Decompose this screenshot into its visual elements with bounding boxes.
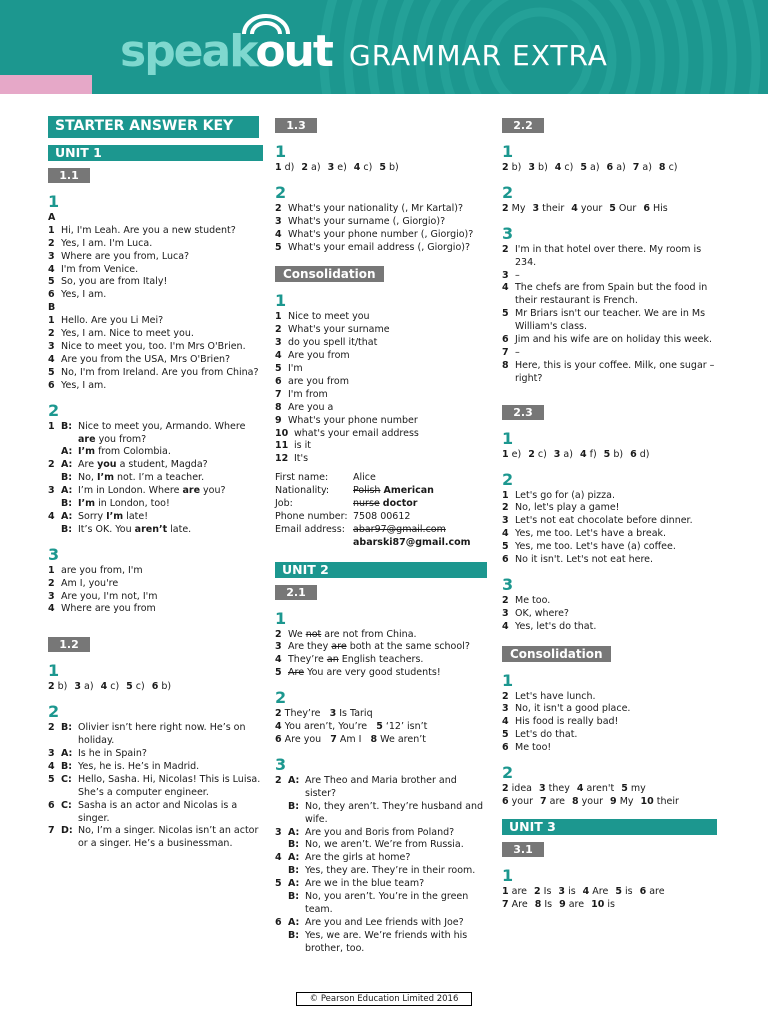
answer-item: 1 Hello. Are you Li Mei? [48, 315, 164, 327]
answer-item: 10 what's your email address [275, 427, 419, 439]
answer-value: their [653, 796, 679, 807]
exercise-number: 1 [275, 291, 287, 311]
answer-line [502, 162, 717, 175]
exercise-number: 1 [48, 191, 60, 211]
answer-item: 2 Am I, you're [48, 577, 119, 589]
answer-number: 5 [379, 161, 386, 173]
answer-number: 1 [275, 161, 282, 173]
exercise-number: 3 [502, 223, 514, 243]
answer-item: 2 What's your surname [275, 324, 390, 336]
answer-item: 4 Yes, me too. Let's have a break. [502, 528, 667, 540]
exercise-number: 2 [48, 702, 60, 722]
answer-list [48, 315, 263, 392]
answer-item: 3 What's your surname (, Giorgio)? [275, 215, 446, 227]
answer-item: 5 Let's do that. [502, 729, 578, 741]
answer-value: their [539, 202, 565, 214]
answer-line [502, 899, 717, 912]
answer-number: 4 [582, 885, 590, 897]
answer-item: 7 I'm from [275, 388, 328, 400]
answer-number: 8 [534, 898, 542, 910]
lesson-3-1-label: 3.1 [502, 842, 544, 857]
answer-item: 3 Nice to meet you, too. I'm Mrs O'Brien. [48, 340, 246, 352]
dialogue-list: 1 B: Nice to meet you, Armando. Where are you from? A: I’m from Colombia. 2 A: Are you a student, Magda? B: No, I’m not. I’m a teacher. 3 A: I’m in London. Where are you? B: I’m in London, too! 4 A: Sorry I’m late! B: It’s OK. You aren’t late. [48, 420, 246, 535]
answer-item: 1 Hi, I'm Leah. Are you a new student? [48, 224, 236, 236]
answer-value: b) [158, 681, 172, 693]
exercise-number: 2 [275, 688, 287, 708]
answer-value: e) [334, 161, 347, 173]
answer-value: Are [508, 898, 528, 910]
page-header [0, 0, 768, 94]
exercise-number: 2 [275, 182, 287, 202]
answer-number: 6 [502, 796, 509, 807]
answer-number: 8 [572, 796, 579, 807]
answer-item: 6 Yes, I am. [48, 379, 107, 391]
answer-item: 2 Yes, I am. I'm Luca. [48, 237, 153, 249]
answer-item: 2 What's your nationality (, Mr Kartal)? [275, 202, 464, 214]
answer-item: 8 Are you a [275, 401, 334, 413]
answer-value: Is [540, 885, 552, 897]
answer-line [502, 783, 717, 796]
answer-number: 3 [553, 448, 561, 460]
exercise-number: 1 [502, 670, 514, 690]
consolidation-heading: Consolidation [502, 646, 611, 662]
exercise-number: 2 [502, 182, 514, 202]
answer-value: your [577, 202, 603, 214]
answer-number: 6 [606, 161, 614, 173]
answer-line [275, 162, 487, 175]
answer-item: 6 No it isn't. Let's not eat here. [502, 554, 654, 566]
answer-value: aren't [583, 783, 615, 795]
answer-number: 5 [609, 202, 616, 214]
answer-value: my [627, 783, 646, 795]
answer-number: 7 [502, 898, 509, 910]
answer-value: your [578, 796, 604, 807]
answer-value: is [565, 885, 576, 897]
exercise-number: 1 [48, 661, 60, 681]
answer-value: are [565, 898, 585, 910]
part-label: A [48, 211, 56, 223]
answer-number: 2 [534, 885, 541, 897]
answer-item: 1 are you from, I'm [48, 564, 143, 576]
answer-value: Is [541, 898, 553, 910]
answer-item: 4 Yes, let's do that. [502, 620, 597, 632]
answer-item: 5 I'm [275, 362, 303, 374]
column-3 [502, 116, 717, 912]
answer-number: 8 [658, 161, 666, 173]
answer-number: 6 [630, 448, 637, 460]
unit-1-heading: UNIT 1 [48, 145, 263, 161]
answer-list [275, 203, 487, 255]
answer-item: 2 Yes, I am. Nice to meet you. [48, 328, 194, 340]
answer-item: 6 Jim and his wife are on holiday this week. [502, 334, 713, 346]
answer-value: f) [586, 448, 597, 460]
answer-number: 3 [558, 885, 566, 897]
answer-item: 5 Yes, me too. Let's have (a) coffee. [502, 541, 676, 553]
answer-value: c) [107, 681, 120, 693]
answer-value: d) [281, 161, 295, 173]
answer-item: 8 Here, this is your coffee. Milk, one sugar – right? [502, 359, 715, 384]
exercise-number: 1 [275, 608, 287, 628]
answer-number: 3 [538, 783, 546, 795]
answer-number: 7 [540, 796, 547, 807]
answer-item: 3 do you spell it/that [275, 337, 378, 349]
answer-value: is [604, 898, 615, 910]
answer-value: are [546, 796, 566, 807]
answer-number: 9 [610, 796, 617, 807]
answer-value: Our [615, 202, 637, 214]
answer-value: My [508, 202, 526, 214]
answer-item: 4 Are you from [275, 350, 350, 362]
answer-value: they [545, 783, 570, 795]
answer-list [48, 225, 263, 302]
answer-value: a) [613, 161, 626, 173]
column-1 [48, 116, 263, 851]
pink-accent-bar [0, 75, 92, 94]
answer-item: 5 Mr Briars isn't our teacher. We are in Ms William's class. [502, 308, 706, 333]
answer-number: 5 [126, 681, 133, 693]
answer-line [502, 886, 717, 899]
answer-list [275, 311, 487, 466]
answer-item: 9 What's your phone number [275, 414, 418, 426]
answer-item: 6 Me too! [502, 742, 552, 754]
answer-item: 2 I'm in that hotel over there. My room is 234. [502, 243, 702, 268]
exercise-number: 2 [502, 469, 514, 489]
answer-number: 4 [579, 448, 587, 460]
form-answer: First name: Alice Nationality: Polish American Job: nurse doctor Phone number: 7508 00612 Email address: abar97@gmail.com abarski87@gmail.com [275, 472, 471, 548]
answer-number: 3 [74, 681, 82, 693]
answer-value: idea [508, 783, 532, 795]
copyright-footer: © Pearson Education Limited 2016 [296, 992, 472, 1006]
exercise-number: 2 [48, 400, 60, 420]
answer-item: 3 Where are you from, Luca? [48, 250, 190, 262]
answer-list [48, 565, 263, 617]
answer-number: 3 [528, 161, 536, 173]
answer-value: e) [508, 448, 522, 460]
answer-number: 2 [48, 681, 55, 693]
column-2 [275, 116, 487, 956]
answer-item: 4 I'm from Venice. [48, 263, 139, 275]
answer-number: 2 [502, 202, 509, 214]
answer-item: 4 Where are you from [48, 603, 156, 615]
answer-number: 5 [621, 783, 628, 795]
answer-line [502, 449, 717, 462]
answer-value: a) [586, 161, 600, 173]
starter-answer-key-heading: STARTER ANSWER KEY [48, 116, 259, 138]
answer-item: 4 What's your phone number (, Giorgio)? [275, 228, 474, 240]
answer-value: is [621, 885, 633, 897]
answer-value: your [508, 796, 534, 807]
answer-value: b) [54, 681, 68, 693]
answer-line [502, 796, 717, 809]
answer-item: 6 Yes, I am. [48, 289, 107, 301]
answer-item: 5 What's your email address (, Giorgio)? [275, 241, 471, 253]
answer-number: 5 [603, 448, 611, 460]
answer-number: 9 [559, 898, 566, 910]
answer-number: 2 [502, 161, 509, 173]
answer-value: a) [308, 161, 321, 173]
answer-number: 6 [151, 681, 159, 693]
answer-item: 1 Nice to meet you [275, 311, 370, 323]
answer-number: 4 [576, 783, 584, 795]
answer-list [502, 244, 717, 386]
answer-item: 2 Let's have lunch. [502, 690, 596, 702]
answer-item: 3 Are you, I'm not, I'm [48, 590, 158, 602]
answer-item: 2 Me too. [502, 594, 551, 606]
answer-number: 7 [632, 161, 640, 173]
answer-number: 5 [615, 885, 622, 897]
answer-value: c) [534, 448, 547, 460]
answer-value: c) [132, 681, 145, 693]
answer-value: b) [508, 161, 522, 173]
answer-number: 6 [643, 202, 650, 214]
exercise-number: 1 [502, 428, 514, 448]
answer-value: b) [535, 161, 548, 173]
answer-value: b) [385, 161, 399, 173]
answer-value: My [616, 796, 634, 807]
answer-item: 11 is it [275, 440, 311, 452]
exercise-number: 1 [502, 865, 514, 885]
answer-item: 5 So, you are from Italy! [48, 276, 168, 288]
answer-list [502, 595, 717, 634]
answer-item: 12 It's [275, 453, 309, 465]
answer-number: 2 [301, 161, 309, 173]
answer-value: a) [639, 161, 652, 173]
answer-line [502, 203, 717, 216]
exercise-number: 1 [275, 141, 287, 161]
exercise-number: 3 [275, 754, 287, 774]
answer-list [502, 691, 717, 756]
exercise-number: 3 [48, 544, 60, 564]
lesson-2-3-label: 2.3 [502, 405, 544, 420]
answer-number: 4 [571, 202, 578, 214]
answer-value: b) [610, 448, 624, 460]
answer-line: 2 They’re 3 Is Tariq 4 You aren’t, You’re 5 ‘12’ isn’t 6 Are you 7 Am I 8 We aren’t [275, 708, 428, 745]
unit-3-heading: UNIT 3 [502, 819, 717, 835]
answer-number: 1 [502, 885, 509, 897]
lesson-2-2-label: 2.2 [502, 118, 544, 133]
answer-item: 6 are you from [275, 375, 349, 387]
answer-item: 7 – [502, 346, 520, 358]
answer-value: a) [560, 448, 573, 460]
answer-item: 3 – [502, 269, 520, 281]
answer-value: c) [360, 161, 373, 173]
dialogue-list: 2 A: Are Theo and Maria brother and sister? B: No, they aren’t. They’re husband and wife. 3 A: Are you and Boris from Poland? B: No, we aren’t. We’re from Russia. 4 A: Are the girls at home? B: Yes, they are. They’re in their room. 5 A: Are we in the blue team? B: No, you aren’t. You’re in the green team. 6 A: Are you and Lee friends with Joe? B: Yes, we are. We’re friends with his brother, too. [275, 774, 484, 954]
answer-number: 4 [554, 161, 562, 173]
speakout-logo: speakout [120, 26, 332, 77]
answer-value: Are [589, 885, 609, 897]
exercise-number: 2 [502, 763, 514, 783]
exercise-number: 1 [502, 141, 514, 161]
answer-item: 3 No, it isn't a good place. [502, 703, 631, 715]
answer-value: His [649, 202, 668, 214]
part-label: B [48, 302, 56, 314]
answer-item: 2 No, let's play a game! [502, 502, 620, 514]
answer-item: 3 OK, where? [502, 607, 569, 619]
answer-item: 4 The chefs are from Spain but the food in their restaurant is French. [502, 282, 708, 307]
answer-number: 10 [591, 898, 605, 910]
grammar-extra-title: GRAMMAR EXTRA [349, 39, 608, 72]
exercise-number: 3 [502, 574, 514, 594]
unit-2-heading: UNIT 2 [275, 562, 487, 578]
answer-number: 3 [532, 202, 540, 214]
lesson-2-1-label: 2.1 [275, 585, 317, 600]
answer-number: 4 [353, 161, 361, 173]
lesson-1-2-label: 1.2 [48, 637, 90, 652]
answer-item: 1 Let's go for (a) pizza. [502, 489, 615, 501]
answer-number: 1 [502, 448, 509, 460]
consolidation-heading: Consolidation [275, 266, 384, 282]
answer-line [48, 681, 263, 694]
lesson-1-1-label: 1.1 [48, 168, 90, 183]
answer-number: 3 [327, 161, 335, 173]
answer-number: 2 [502, 783, 509, 795]
answer-value: are [646, 885, 665, 897]
answer-number: 5 [580, 161, 587, 173]
answer-item: 4 Are you from the USA, Mrs O'Brien? [48, 353, 231, 365]
answer-value: c) [561, 161, 574, 173]
answer-list [502, 490, 717, 567]
answer-value: c) [665, 161, 678, 173]
answer-number: 2 [528, 448, 535, 460]
answer-list: 2 We not are not from China. 3 Are they are both at the same school? 4 They’re an English teachers. 5 Are You are very good students! [275, 628, 470, 679]
answer-value: a) [81, 681, 94, 693]
answer-value: are [508, 885, 528, 897]
logo-signal-icon [238, 14, 294, 36]
answer-item: 3 Let's not eat chocolate before dinner. [502, 515, 693, 527]
answer-number: 6 [639, 885, 647, 897]
answer-value: d) [636, 448, 650, 460]
answer-number: 10 [640, 796, 654, 807]
lesson-1-3-label: 1.3 [275, 118, 317, 133]
dialogue-list: 2 B: Olivier isn’t here right now. He’s on holiday. 3 A: Is he in Spain? 4 B: Yes, he is. He’s in Madrid. 5 C: Hello, Sasha. Hi, Nicolas! This is Luisa. She’s a computer engineer. 6 C: Sasha is an actor and Nicolas is a singer. 7 D: No, I’m a singer. Nicolas isn’t an actor or a singer. He’s a businessman. [48, 722, 261, 850]
answer-item: 5 No, I'm from Ireland. Are you from China? [48, 366, 259, 378]
answer-item: 4 His food is really bad! [502, 716, 619, 728]
answer-number: 4 [100, 681, 108, 693]
